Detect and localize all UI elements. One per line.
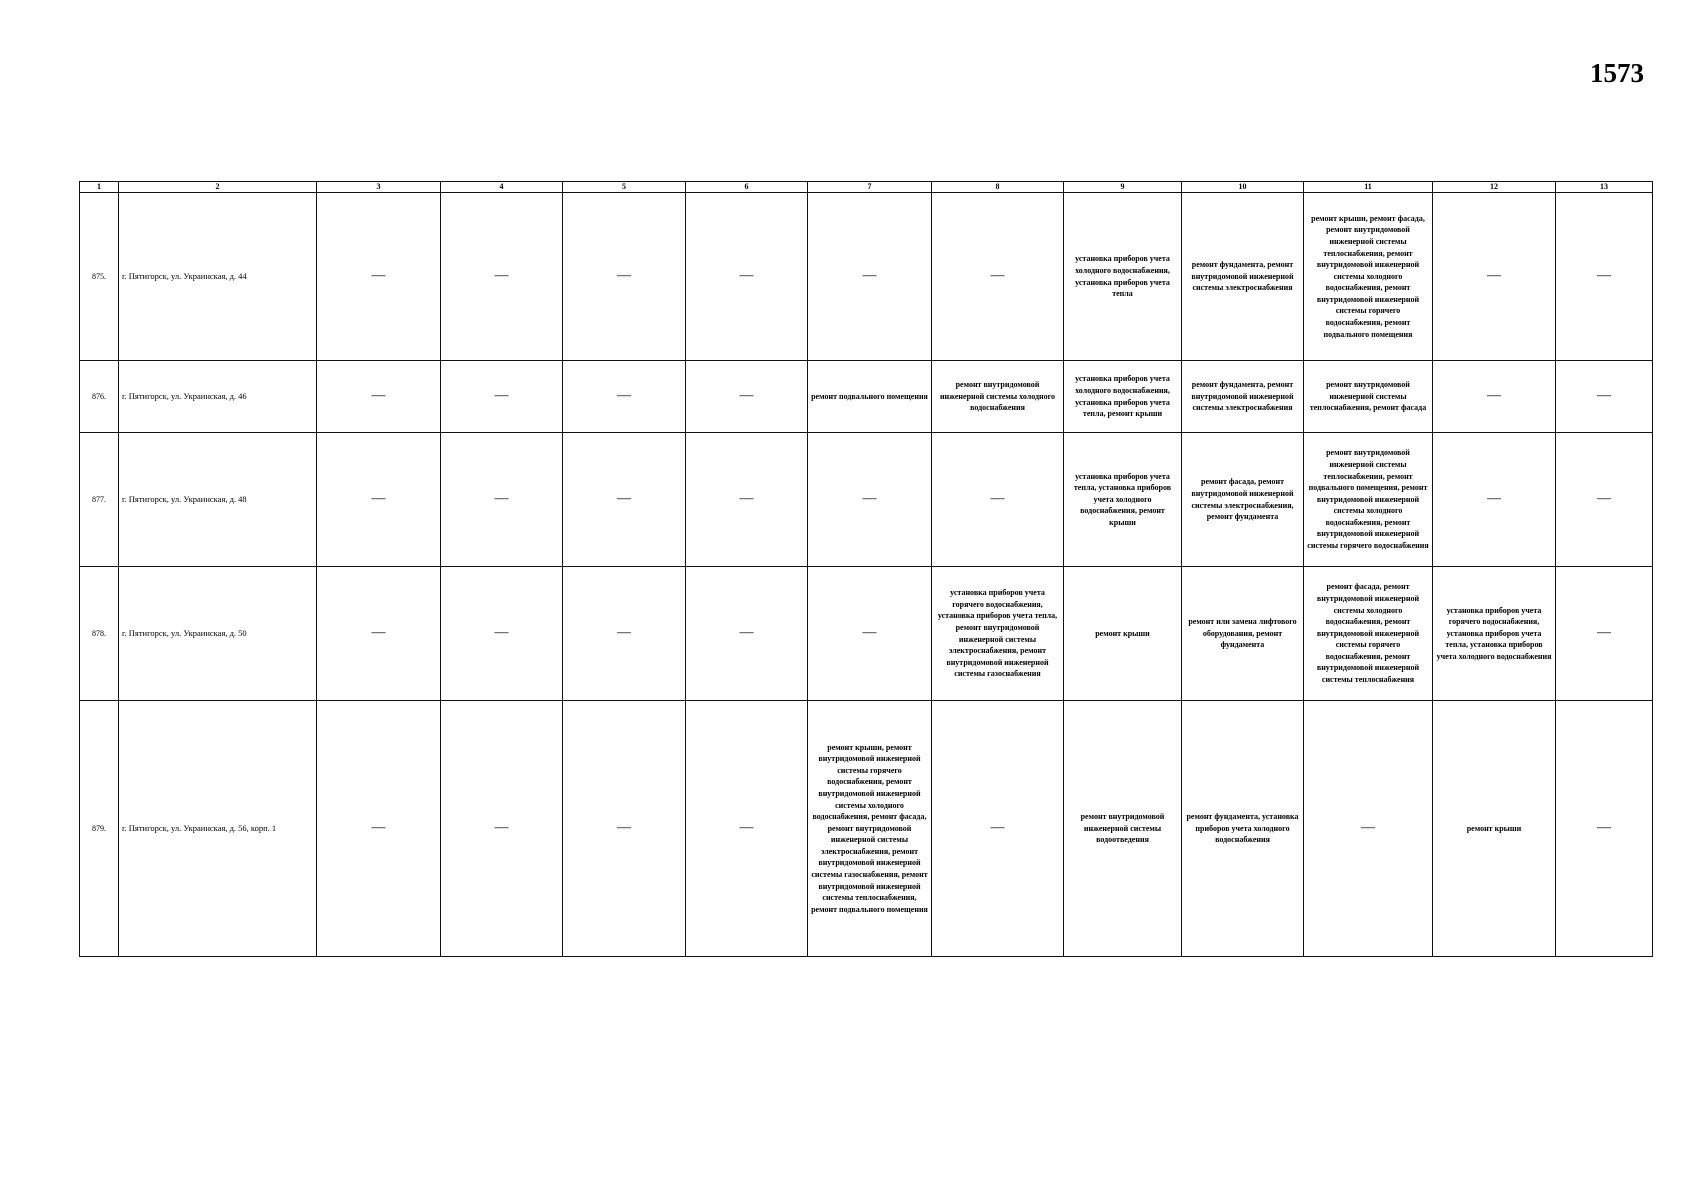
cell-col-13 [1556, 433, 1653, 567]
cell-col-3 [317, 701, 441, 957]
cell-col-13 [1556, 193, 1653, 361]
empty-dash: — [617, 388, 631, 404]
cell-col-8 [932, 433, 1064, 567]
cell-col-6 [686, 193, 808, 361]
empty-dash: — [1487, 491, 1501, 507]
empty-dash: — [990, 268, 1005, 284]
column-header-10: 10 [1182, 182, 1304, 193]
empty-dash: — [862, 268, 877, 284]
cell-col-3 [317, 433, 441, 567]
row-address: г. Пятигорск, ул. Украинская, д. 56, корп. 1 [119, 701, 317, 957]
empty-dash: — [494, 268, 509, 284]
cell-col-11: ремонт фасада, ремонт внутридомовой инженерной системы холодного водоснабжения, ремонт внутридомовой инженерной системы горячего водоснабжения, ремонт внутридомовой инженерной системы теплоснабжения [1304, 567, 1433, 701]
table-row [80, 361, 1653, 433]
cell-col-8: ремонт внутридомовой инженерной системы холодного водоснабжения [932, 361, 1064, 433]
cell-col-12 [1433, 361, 1556, 433]
cell-col-9: установка приборов учета тепла, установка приборов учета холодного водоснабжения, ремонт крыши [1064, 433, 1182, 567]
cell-col-5 [563, 433, 686, 567]
cell-col-10: ремонт фасада, ремонт внутридомовой инженерной системы электроснабжения, ремонт фундамента [1182, 433, 1304, 567]
repair-table-wrapper [79, 181, 1652, 957]
empty-dash: — [617, 491, 631, 507]
cell-col-10: ремонт фундамента, ремонт внутридомовой инженерной системы электроснабжения [1182, 193, 1304, 361]
table-row [80, 193, 1653, 361]
cell-col-11: ремонт внутридомовой инженерной системы теплоснабжения, ремонт подвального помещения, ремонт внутридомовой инженерной системы холодного водоснабжения, ремонт внутридомовой инженерной системы горячего водоснабжения [1304, 433, 1433, 567]
column-header-1: 1 [80, 182, 119, 193]
empty-dash: — [1597, 820, 1611, 836]
cell-col-6 [686, 567, 808, 701]
row-number: 875. [80, 193, 119, 361]
cell-col-11: ремонт крыши, ремонт фасада, ремонт внутридомовой инженерной системы теплоснабжения, ремонт внутридомовой инженерной системы холодного водоснабжения, ремонт внутридомовой инженерной системы горячего водоснабжения, ремонт подвального помещения [1304, 193, 1433, 361]
cell-col-9: ремонт внутридомовой инженерной системы водоотведения [1064, 701, 1182, 957]
table-row [80, 701, 1653, 957]
cell-col-9: установка приборов учета холодного водоснабжения, установка приборов учета тепла, ремонт крыши [1064, 361, 1182, 433]
cell-col-11 [1304, 701, 1433, 957]
cell-col-4 [441, 193, 563, 361]
empty-dash: — [494, 820, 509, 836]
cell-col-13 [1556, 361, 1653, 433]
cell-col-8 [932, 701, 1064, 957]
repair-table [79, 181, 1653, 957]
column-header-4: 4 [441, 182, 563, 193]
empty-dash: — [862, 491, 877, 507]
cell-col-12 [1433, 433, 1556, 567]
empty-dash: — [494, 388, 509, 404]
cell-col-3 [317, 361, 441, 433]
column-header-13: 13 [1556, 182, 1653, 193]
empty-dash: — [371, 625, 386, 641]
cell-col-5 [563, 361, 686, 433]
empty-dash: — [739, 820, 754, 836]
column-number-row [80, 182, 1653, 193]
cell-col-7: ремонт подвального помещения [808, 361, 932, 433]
cell-col-7 [808, 193, 932, 361]
empty-dash: — [739, 491, 754, 507]
cell-col-5 [563, 567, 686, 701]
empty-dash: — [1597, 388, 1611, 404]
empty-dash: — [371, 268, 386, 284]
column-header-2: 2 [119, 182, 317, 193]
cell-col-10: ремонт фундамента, установка приборов учета холодного водоснабжения [1182, 701, 1304, 957]
empty-dash: — [1597, 268, 1611, 284]
row-address: г. Пятигорск, ул. Украинская, д. 44 [119, 193, 317, 361]
empty-dash: — [371, 388, 386, 404]
cell-col-3 [317, 193, 441, 361]
cell-col-5 [563, 701, 686, 957]
empty-dash: — [990, 491, 1005, 507]
column-header-7: 7 [808, 182, 932, 193]
column-header-11: 11 [1304, 182, 1433, 193]
cell-col-6 [686, 701, 808, 957]
empty-dash: — [739, 388, 754, 404]
empty-dash: — [371, 820, 386, 836]
table-row [80, 433, 1653, 567]
cell-col-7: ремонт крыши, ремонт внутридомовой инженерной системы горячего водоснабжения, ремонт внутридомовой инженерной системы холодного водоснабжения, ремонт фасада, ремонт внутридомовой инженерной системы электроснабжения, ремонт внутридомовой инженерной системы газоснабжения, ремонт внутридомовой инженерной системы теплоснабжения, ремонт подвального помещения [808, 701, 932, 957]
row-address: г. Пятигорск, ул. Украинская, д. 46 [119, 361, 317, 433]
cell-col-5 [563, 193, 686, 361]
empty-dash: — [739, 625, 754, 641]
cell-col-7 [808, 567, 932, 701]
cell-col-6 [686, 361, 808, 433]
row-number: 878. [80, 567, 119, 701]
empty-dash: — [617, 820, 631, 836]
cell-col-11: ремонт внутридомовой инженерной системы теплоснабжения, ремонт фасада [1304, 361, 1433, 433]
empty-dash: — [1487, 388, 1501, 404]
empty-dash: — [739, 268, 754, 284]
cell-col-4 [441, 433, 563, 567]
row-number: 877. [80, 433, 119, 567]
empty-dash: — [494, 625, 509, 641]
cell-col-8 [932, 193, 1064, 361]
column-header-6: 6 [686, 182, 808, 193]
row-address: г. Пятигорск, ул. Украинская, д. 48 [119, 433, 317, 567]
row-number: 879. [80, 701, 119, 957]
cell-col-3 [317, 567, 441, 701]
cell-col-4 [441, 567, 563, 701]
row-number: 876. [80, 361, 119, 433]
empty-dash: — [371, 491, 386, 507]
empty-dash: — [1361, 820, 1375, 836]
empty-dash: — [1597, 491, 1611, 507]
column-header-5: 5 [563, 182, 686, 193]
empty-dash: — [494, 491, 509, 507]
cell-col-10: ремонт или замена лифтового оборудования, ремонт фундамента [1182, 567, 1304, 701]
cell-col-10: ремонт фундамента, ремонт внутридомовой инженерной системы электроснабжения [1182, 361, 1304, 433]
cell-col-7 [808, 433, 932, 567]
column-header-9: 9 [1064, 182, 1182, 193]
cell-col-6 [686, 433, 808, 567]
cell-col-12: ремонт крыши [1433, 701, 1556, 957]
empty-dash: — [990, 820, 1005, 836]
cell-col-4 [441, 701, 563, 957]
cell-col-9: установка приборов учета холодного водоснабжения, установка приборов учета тепла [1064, 193, 1182, 361]
cell-col-4 [441, 361, 563, 433]
table-row [80, 567, 1653, 701]
empty-dash: — [1597, 625, 1611, 641]
column-header-3: 3 [317, 182, 441, 193]
empty-dash: — [617, 625, 631, 641]
cell-col-8: установка приборов учета горячего водоснабжения, установка приборов учета тепла, ремонт внутридомовой инженерной системы электроснабжения, ремонт внутридомовой инженерной системы газоснабжения [932, 567, 1064, 701]
empty-dash: — [862, 625, 877, 641]
cell-col-13 [1556, 567, 1653, 701]
column-header-12: 12 [1433, 182, 1556, 193]
cell-col-12: установка приборов учета горячего водоснабжения, установка приборов учета тепла, установка приборов учета холодного водоснабжения [1433, 567, 1556, 701]
row-address: г. Пятигорск, ул. Украинская, д. 50 [119, 567, 317, 701]
cell-col-9: ремонт крыши [1064, 567, 1182, 701]
cell-col-13 [1556, 701, 1653, 957]
empty-dash: — [1487, 268, 1501, 284]
empty-dash: — [617, 268, 631, 284]
cell-col-12 [1433, 193, 1556, 361]
column-header-8: 8 [932, 182, 1064, 193]
page-number: 1573 [1590, 58, 1644, 88]
